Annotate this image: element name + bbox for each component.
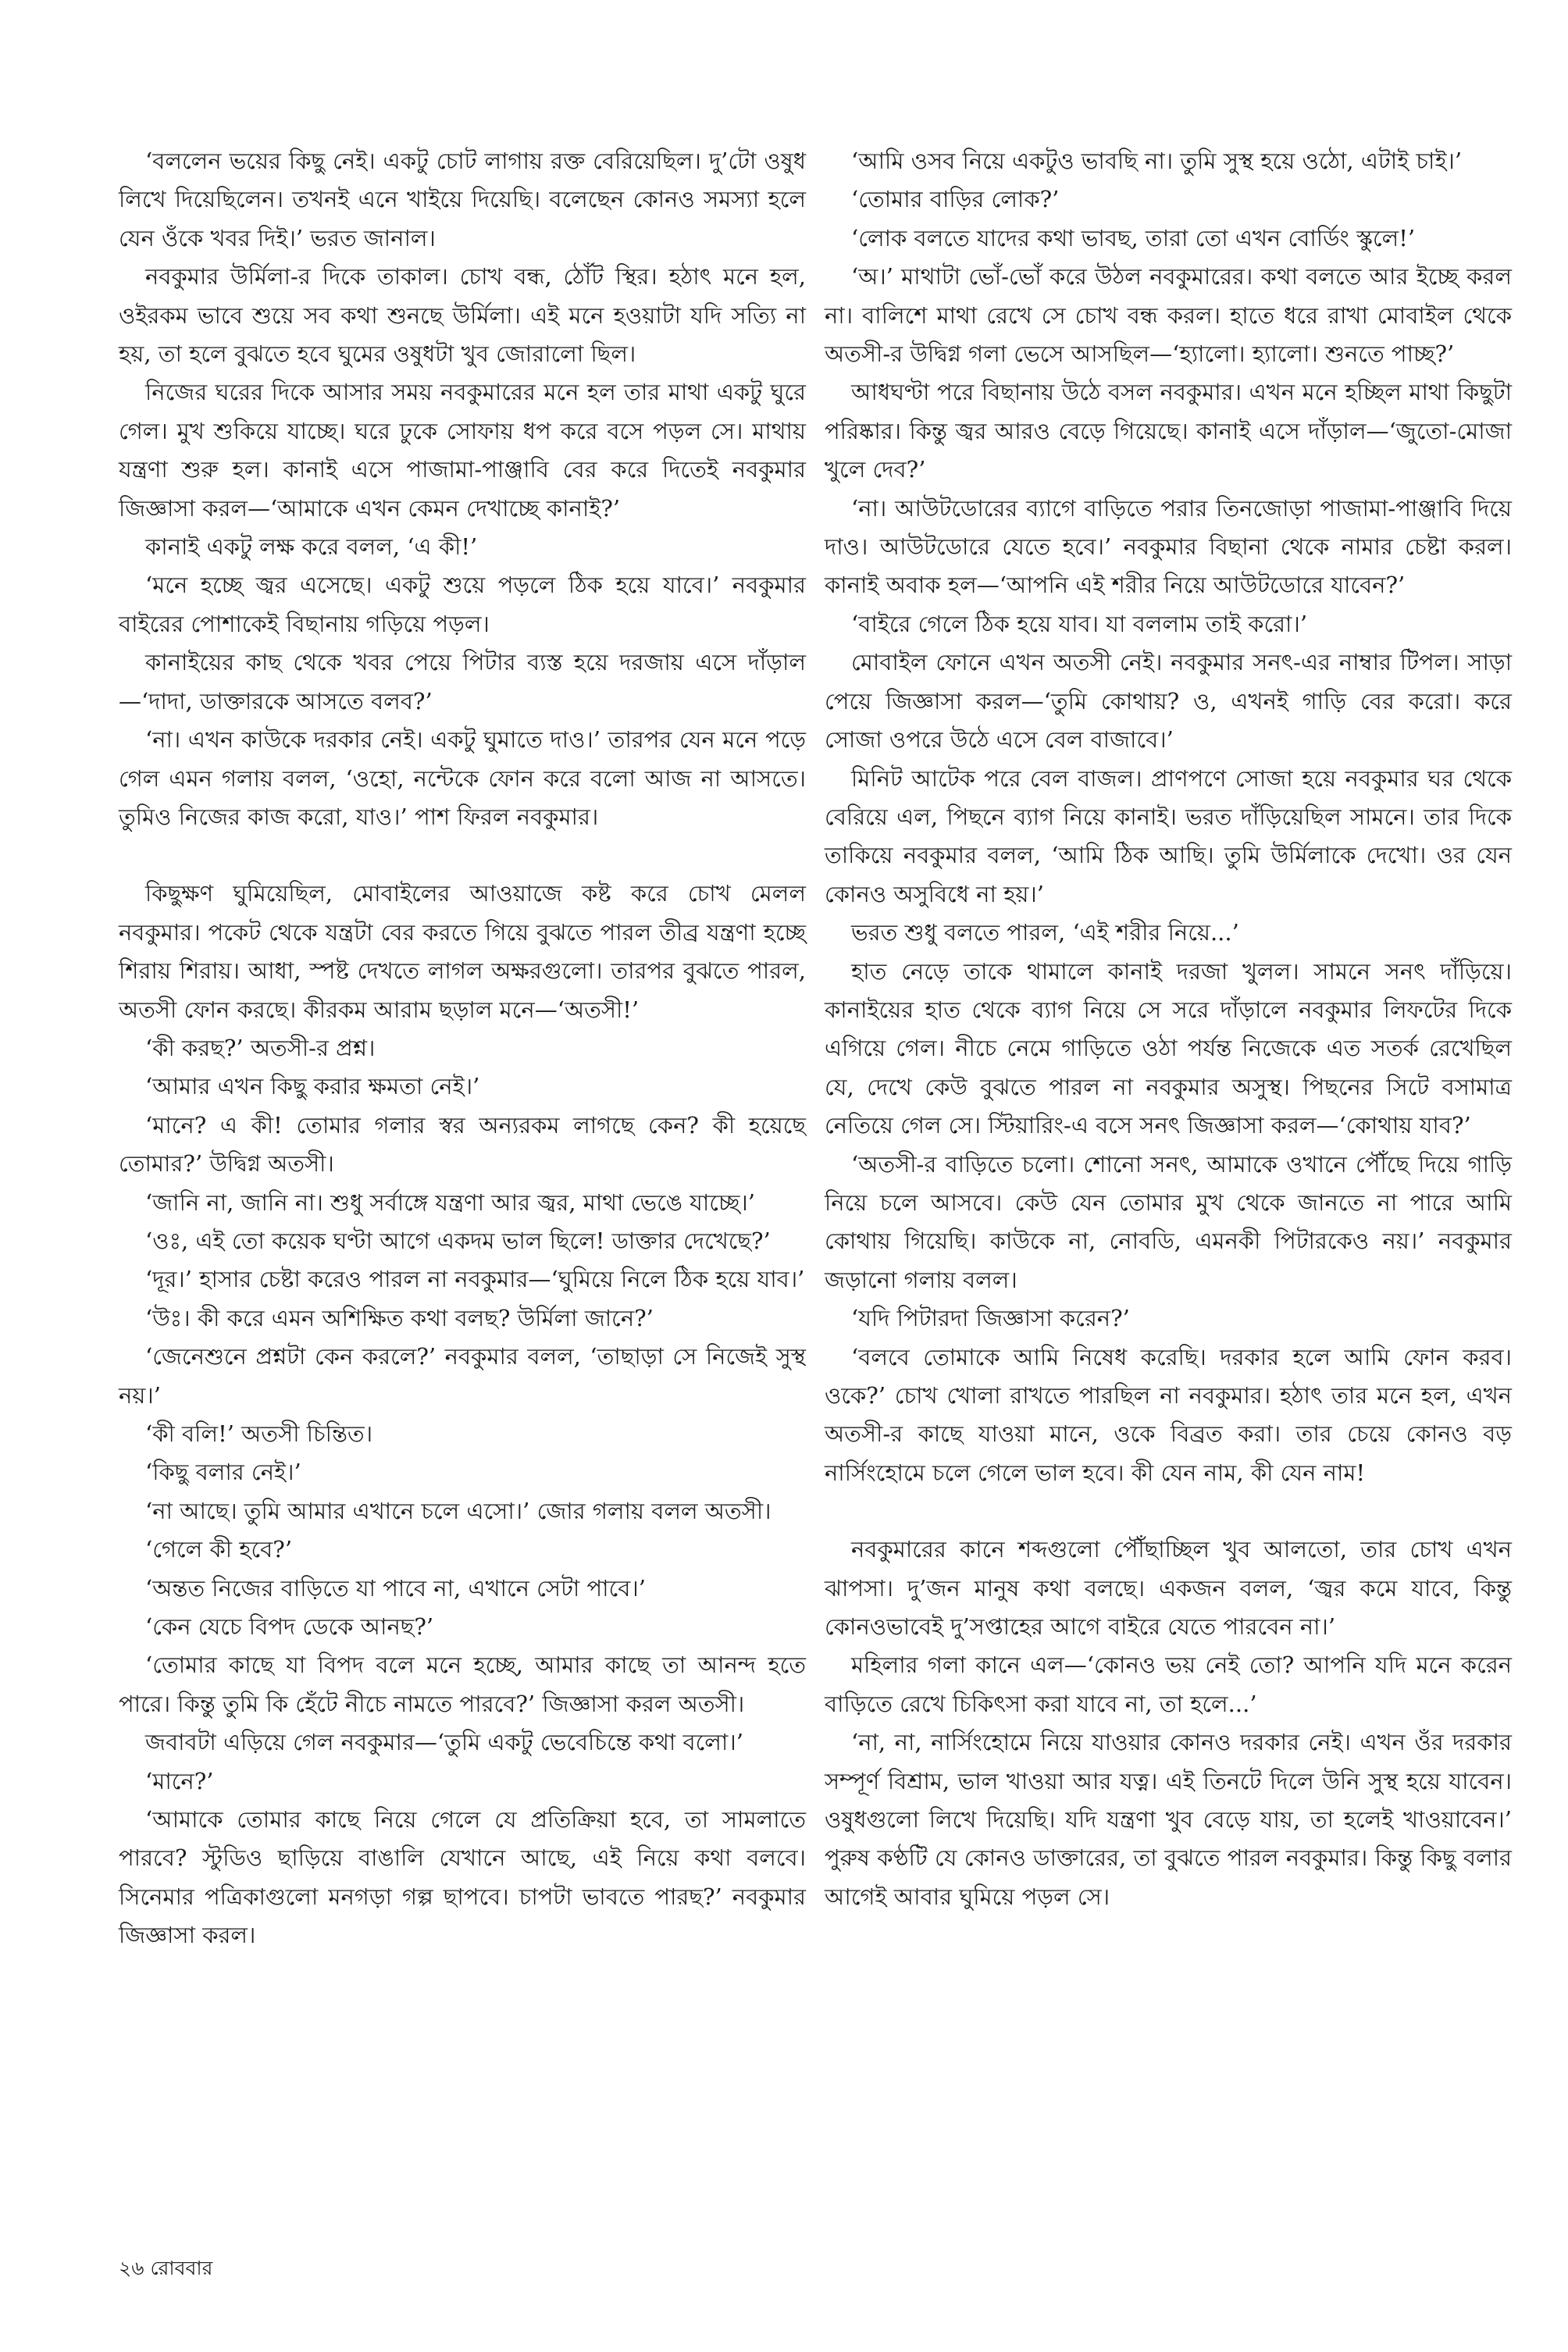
story-paragraph: ‘কী করছ?’ অতসী-র প্রশ্ন। — [145, 1034, 376, 1061]
story-paragraph: ‘অন্তত নিজের বাড়িতে যা পাবে না, এখানে সেটা পাবে।’ — [145, 1574, 646, 1602]
story-paragraph: ‘বললেন ভয়ের কিছু নেই। একটু চোট লাগায় রক্ত বেরিয়েছিল। দু’টো ওষুধ লিখে দিয়েছিলেন। তখনই এনে খাইয়ে দিয়েছি। বলেছেন কোনও সমস্যা হলে যেন ওঁকে খবর দিই।’ ভরত জানাল। — [119, 148, 806, 251]
story-paragraph: ‘না, না, নার্সিংহোমে নিয়ে যাওয়ার কোনও দরকার নেই। এখন ওঁর দরকার সম্পূর্ণ বিশ্রাম, ভাল খাওয়া আর যত্ন। এই তিনটে দিলে উনি সুস্থ হয়ে যাবেন। ওষুধগুলো লিখে দিয়েছি। যদি যন্ত্রণা খুব বেড়ে যায়, তা হলেই খাওয়াবেন।’ পুরুষ কণ্ঠটি যে কোনও ডাক্তারের, তা বুঝতে পারল নবকুমার। কিন্তু কিছু বলার আগেই আবার ঘুমিয়ে পড়ল সে। — [825, 1729, 1512, 1910]
right-text-column — [825, 142, 1512, 1916]
story-paragraph: ‘অ।’ মাথাটা ভোঁ-ভোঁ করে উঠল নবকুমারের। কথা বলতে আর ইচ্ছে করল না। বালিশে মাথা রেখে সে চোখ বন্ধ করল। হাতে ধরে রাখা মোবাইল থেকে অতসী-র উদ্বিগ্ন গলা ভেসে আসছিল—‘হ্যালো। হ্যালো। শুনতে পাচ্ছ?’ — [825, 263, 1512, 368]
story-paragraph: ‘জেনেশুনে প্রশ্নটা কেন করলে?’ নবকুমার বলল, ‘তাছাড়া সে নিজেই সুস্থ নয়।’ — [119, 1343, 806, 1409]
story-paragraph: ‘না। এখন কাউকে দরকার নেই। একটু ঘুমাতে দাও।’ তারপর যেন মনে পড়ে গেল এমন গলায় বলল, ‘ওহো, নন্টেকে ফোন করে বলো আজ না আসতে। তুমিও নিজের কাজ করো, যাও।’ পাশ ফিরল নবকুমার। — [119, 726, 806, 830]
story-paragraph: ‘গেলে কী হবে?’ — [145, 1536, 293, 1563]
story-paragraph: ‘লোক বলতে যাদের কথা ভাবছ, তারা তো এখন বোর্ডিং স্কুলে!’ — [851, 224, 1416, 251]
story-paragraph: ‘বলবে তোমাকে আমি নিষেধ করেছি। দরকার হলে আমি ফোন করব। ওকে?’ চোখ খোলা রাখতে পারছিল না নবকুমার। হঠাৎ তার মনে হল, এখন অতসী-র কাছে যাওয়া মানে, ওকে বিব্রত করা। তার চেয়ে কোনও বড় নার্সিংহোমে চলে গেলে ভাল হবে। কী যেন নাম, কী যেন নাম! — [825, 1343, 1512, 1486]
story-paragraph: ‘মনে হচ্ছে জ্বর এসেছে। একটু শুয়ে পড়লে ঠিক হয়ে যাবে।’ নবকুমার বাইরের পোশাকেই বিছানায় গড়িয়ে পড়ল। — [119, 572, 806, 637]
story-paragraph: কানাইয়ের কাছ থেকে খবর পেয়ে পিটার ব্যস্ত হয়ে দরজায় এসে দাঁড়াল—‘দাদা, ডাক্তারকে আসতে বলব?’ — [119, 649, 806, 715]
story-paragraph: মোবাইল ফোনে এখন অতসী নেই। নবকুমার সনৎ-এর নাম্বার টিপল। সাড়া পেয়ে জিজ্ঞাসা করল—‘তুমি কোথায়? ও, এখনই গাড়ি বের করো। করে সোজা ওপরে উঠে এসে বেল বাজাবে।’ — [825, 649, 1512, 754]
story-paragraph: নবকুমারের কানে শব্দগুলো পৌঁছাচ্ছিল খুব আলতো, তার চোখ এখন ঝাপসা। দু’জন মানুষ কথা বলছে। একজন বলল, ‘জ্বর কমে যাবে, কিন্তু কোনওভাবেই দু’সপ্তাহের আগে বাইরে যেতে পারবেন না।’ — [825, 1536, 1512, 1641]
story-paragraph: নিজের ঘরের দিকে আসার সময় নবকুমারের মনে হল তার মাথা একটু ঘুরে গেল। মুখ শুকিয়ে যাচ্ছে। ঘরে ঢুকে সোফায় ধপ করে বসে পড়ল সে। মাথায় যন্ত্রণা শুরু হল। কানাই এসে পাজামা-পাঞ্জাবি বের করে দিতেই নবকুমার জিজ্ঞাসা করল—‘আমাকে এখন কেমন দেখাচ্ছে কানাই?’ — [119, 379, 806, 522]
page-folio: ২৬ রোববার — [119, 2257, 213, 2279]
story-paragraph: ‘দূর।’ হাসার চেষ্টা করেও পারল না নবকুমার—‘ঘুমিয়ে নিলে ঠিক হয়ে যাব।’ — [145, 1266, 805, 1293]
story-paragraph: ‘অতসী-র বাড়িতে চলো। শোনো সনৎ, আমাকে ওখানে পৌঁছে দিয়ে গাড়ি নিয়ে চলে আসবে। কেউ যেন তোমার মুখ থেকে জানতে না পারে আমি কোথায় গিয়েছি। কাউকে না, নোবডি, এমনকী পিটারকেও নয়।’ নবকুমার জড়ানো গলায় বলল। — [825, 1150, 1512, 1293]
story-paragraph: মহিলার গলা কানে এল—‘কোনও ভয় নেই তো? আপনি যদি মনে করেন বাড়িতে রেখে চিকিৎসা করা যাবে না, তা হলে...’ — [825, 1652, 1512, 1717]
story-paragraph: ‘তোমার কাছে যা বিপদ বলে মনে হচ্ছে, আমার কাছে তা আনন্দ হতে পারে। কিন্তু তুমি কি হেঁটে নীচে নামতে পারবে?’ জিজ্ঞাসা করল অতসী। — [119, 1652, 806, 1717]
left-text-column — [119, 142, 806, 1955]
story-paragraph: ‘কিছু বলার নেই।’ — [145, 1459, 301, 1486]
story-paragraph: ‘আমাকে তোমার কাছে নিয়ে গেলে যে প্রতিক্রিয়া হবে, তা সামলাতে পারবে? স্টুডিও ছাড়িয়ে বাঙালি যেখানে আছে, এই নিয়ে কথা বলবে। সিনেমার পত্রিকাগুলো মনগড়া গল্প ছাপবে। চাপটা ভাবতে পারছ?’ নবকুমার জিজ্ঞাসা করল। — [119, 1806, 806, 1949]
story-paragraph: মিনিট আটেক পরে বেল বাজল। প্রাণপণে সোজা হয়ে নবকুমার ঘর থেকে বেরিয়ে এল, পিছনে ব্যাগ নিয়ে কানাই। ভরত দাঁড়িয়েছিল সামনে। তার দিকে তাকিয়ে নবকুমার বলল, ‘আমি ঠিক আছি। তুমি উর্মিলাকে দেখো। ওর যেন কোনও অসুবিধে না হয়।’ — [825, 764, 1512, 907]
story-paragraph: ‘না। আউটডোরের ব্যাগে বাড়িতে পরার তিনজোড়া পাজামা-পাঞ্জাবি দিয়ে দাও। আউটডোরে যেতে হবে।’ নবকুমার বিছানা থেকে নামার চেষ্টা করল। কানাই অবাক হল—‘আপনি এই শরীর নিয়ে আউটডোরে যাবেন?’ — [825, 494, 1512, 599]
story-paragraph: নবকুমার উর্মিলা-র দিকে তাকাল। চোখ বন্ধ, ঠোঁট স্থির। হঠাৎ মনে হল, ওইরকম ভাবে শুয়ে সব কথা শুনছে উর্মিলা। এই মনে হওয়াটা যদি সত্যি না হয়, তা হলে বুঝতে হবে ঘুমের ওষুধটা খুব জোরালো ছিল। — [119, 263, 806, 368]
story-paragraph: ‘না আছে। তুমি আমার এখানে চলে এসো।’ জোর গলায় বলল অতসী। — [145, 1497, 772, 1524]
story-paragraph: ‘ওঃ, এই তো কয়েক ঘণ্টা আগে একদম ভাল ছিলে! ডাক্তার দেখেছে?’ — [145, 1227, 771, 1254]
story-paragraph: ‘যদি পিটারদা জিজ্ঞাসা করেন?’ — [851, 1305, 1130, 1332]
story-paragraph: ‘কী বলি!’ অতসী চিন্তিত। — [145, 1420, 373, 1447]
story-paragraph: ‘মানে?’ — [145, 1767, 214, 1794]
story-paragraph: ‘বাইরে গেলে ঠিক হয়ে যাব। যা বললাম তাই করো।’ — [851, 610, 1308, 637]
story-paragraph: ‘কেন যেচে বিপদ ডেকে আনছ?’ — [145, 1613, 434, 1641]
story-paragraph: ‘তোমার বাড়ির লোক?’ — [851, 186, 1060, 213]
story-paragraph: কানাই একটু লক্ষ করে বলল, ‘এ কী!’ — [145, 533, 478, 561]
story-paragraph: আধঘণ্টা পরে বিছানায় উঠে বসল নবকুমার। এখন মনে হচ্ছিল মাথা কিছুটা পরিষ্কার। কিন্তু জ্বর আরও বেড়ে গিয়েছে। কানাই এসে দাঁড়াল—‘জুতো-মোজা খুলে দেব?’ — [825, 379, 1512, 483]
story-paragraph: ‘আমি ওসব নিয়ে একটুও ভাবছি না। তুমি সুস্থ হয়ে ওঠো, এটাই চাই।’ — [851, 148, 1463, 174]
story-paragraph: ভরত শুধু বলতে পারল, ‘এই শরীর নিয়ে...’ — [851, 919, 1239, 946]
story-paragraph: হাত নেড়ে তাকে থামালে কানাই দরজা খুলল। সামনে সনৎ দাঁড়িয়ে। কানাইয়ের হাত থেকে ব্যাগ নিয়ে সে সরে দাঁড়ালে নবকুমার লিফটের দিকে এগিয়ে গেল। নীচে নেমে গাড়িতে ওঠা পর্যন্ত নিজেকে এত সতর্ক রেখেছিল যে, দেখে কেউ বুঝতে পারল না নবকুমার অসুস্থ। পিছনের সিটে বসামাত্র নেতিয়ে গেল সে। স্টিয়ারিং-এ বসে সনৎ জিজ্ঞাসা করল—‘কোথায় যাব?’ — [825, 957, 1512, 1139]
story-paragraph: ‘মানে? এ কী! তোমার গলার স্বর অন্যরকম লাগছে কেন? কী হয়েছে তোমার?’ উদ্বিগ্ন অতসী। — [119, 1111, 806, 1178]
story-paragraph: জবাবটা এড়িয়ে গেল নবকুমার—‘তুমি একটু ভেবেচিন্তে কথা বলো।’ — [145, 1729, 743, 1756]
story-paragraph: ‘উঃ। কী করে এমন অশিক্ষিত কথা বলছ? উর্মিলা জানে?’ — [145, 1304, 654, 1331]
story-paragraph: কিছুক্ষণ ঘুমিয়েছিল, মোবাইলের আওয়াজে কষ্ট করে চোখ মেলল নবকুমার। পকেট থেকে যন্ত্রটা বের করতে গিয়ে বুঝতে পারল তীব্র যন্ত্রণা হচ্ছে শিরায় শিরায়। আধা, স্পষ্ট দেখতে লাগল অক্ষরগুলো। তারপর বুঝতে পারল, অতসী ফোন করছে। কীরকম আরাম ছড়াল মনে—‘অতসী!’ — [119, 880, 806, 1023]
story-paragraph: ‘জানি না, জানি না। শুধু সর্বাঙ্গে যন্ত্রণা আর জ্বর, মাথা ভেঙে যাচ্ছে।’ — [145, 1188, 755, 1216]
story-paragraph: ‘আমার এখন কিছু করার ক্ষমতা নেই।’ — [145, 1073, 480, 1100]
